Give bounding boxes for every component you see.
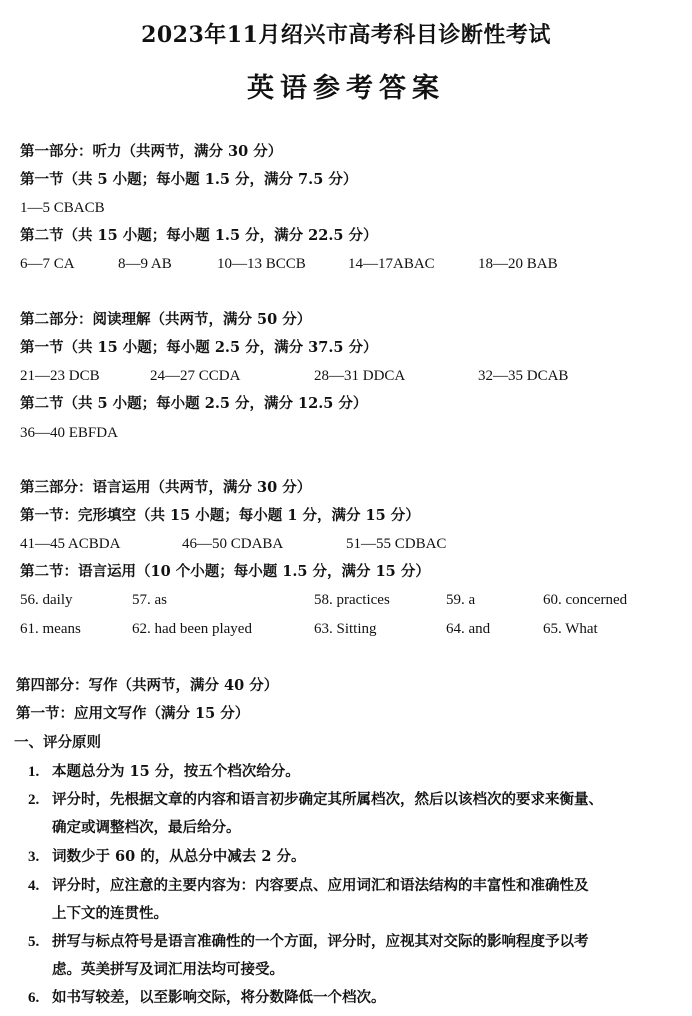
rule-text: 词数少于 60 的，从总分中减去 2 分。 bbox=[52, 848, 306, 865]
part1-sec1-heading: 第一节（共 5 小题；每小题 1.5 分，满分 7.5 分） bbox=[20, 171, 358, 188]
blank-answer: 58. practices bbox=[314, 592, 390, 608]
rule-number: 6. bbox=[28, 990, 40, 1006]
rule-number: 3. bbox=[28, 849, 40, 865]
part4-sec1-heading: 第一节：应用文写作（满分 15 分） bbox=[16, 705, 250, 722]
rule-text: 本题总分为 15 分，按五个档次给分。 bbox=[52, 763, 300, 780]
blank-answer: 59. a bbox=[446, 592, 476, 608]
part2-sec1-heading: 第一节（共 15 小题；每小题 2.5 分，满分 37.5 分） bbox=[20, 339, 378, 356]
rule-text-continued: 确定或调整档次，最后给分。 bbox=[52, 819, 241, 836]
blank-answer: 62. had been played bbox=[132, 621, 252, 637]
answer-group: 8—9 AB bbox=[118, 256, 172, 272]
answer-group: 41—45 ACBDA bbox=[20, 536, 121, 552]
rule-text-continued: 上下文的连贯性。 bbox=[52, 905, 168, 922]
rule-number: 1. bbox=[28, 764, 40, 780]
blank-answer: 57. as bbox=[132, 592, 167, 608]
answer-group: 24—27 CCDA bbox=[150, 368, 241, 384]
answer-group: 36—40 EBFDA bbox=[20, 425, 118, 441]
answer-group: 14—17ABAC bbox=[348, 256, 435, 272]
blank-answer: 63. Sitting bbox=[314, 621, 377, 637]
rule-text: 如书写较差，以至影响交际，将分数降低一个档次。 bbox=[52, 989, 386, 1006]
answer-group: 1—5 CBACB bbox=[20, 200, 105, 216]
blank-answer: 65. What bbox=[543, 621, 598, 637]
rule-text-continued: 虑。英美拼写及词汇用法均可接受。 bbox=[52, 961, 284, 978]
rule-text: 拼写与标点符号是语言准确性的一个方面，评分时，应视其对交际的影响程度予以考 bbox=[52, 933, 589, 950]
rule-text: 评分时，应注意的主要内容为：内容要点、应用词汇和语法结构的丰富性和准确性及 bbox=[52, 877, 589, 894]
rule-text: 评分时，先根据文章的内容和语言初步确定其所属档次，然后以该档次的要求来衡量、 bbox=[52, 791, 603, 808]
part3-sec1-heading: 第一节：完形填空（共 15 小题；每小题 1 分，满分 15 分） bbox=[20, 507, 420, 524]
part1-sec2-heading: 第二节（共 15 小题；每小题 1.5 分，满分 22.5 分） bbox=[20, 227, 378, 244]
part4-heading: 第四部分：写作（共两节，满分 40 分） bbox=[16, 677, 279, 694]
answer-group: 46—50 CDABA bbox=[182, 536, 284, 552]
answer-group: 6—7 CA bbox=[20, 256, 75, 272]
answer-group: 21—23 DCB bbox=[20, 368, 100, 384]
answer-group: 32—35 DCAB bbox=[478, 368, 569, 384]
blank-answer: 61. means bbox=[20, 621, 81, 637]
blank-answer: 64. and bbox=[446, 621, 491, 637]
rule-number: 4. bbox=[28, 878, 40, 894]
exam-title: 2023年11月绍兴市高考科目诊断性考试 bbox=[141, 22, 551, 48]
answer-key-title: 英语参考答案 bbox=[247, 73, 445, 104]
answer-group: 51—55 CDBAC bbox=[346, 536, 447, 552]
part3-sec2-heading: 第二节：语言运用（10 个小题；每小题 1.5 分，满分 15 分） bbox=[20, 563, 430, 580]
blank-answer: 60. concerned bbox=[543, 592, 628, 608]
rules-heading: 一、评分原则 bbox=[14, 734, 101, 751]
answer-group: 28—31 DDCA bbox=[314, 368, 406, 384]
answer-group: 10—13 BCCB bbox=[217, 256, 306, 272]
part1-heading: 第一部分：听力（共两节，满分 30 分） bbox=[20, 143, 283, 160]
blank-answer: 56. daily bbox=[20, 592, 73, 608]
rule-number: 5. bbox=[28, 934, 40, 950]
rule-number: 2. bbox=[28, 792, 40, 808]
part2-sec2-heading: 第二节（共 5 小题；每小题 2.5 分，满分 12.5 分） bbox=[20, 395, 368, 412]
part2-heading: 第二部分：阅读理解（共两节，满分 50 分） bbox=[20, 311, 312, 328]
answer-group: 18—20 BAB bbox=[478, 256, 558, 272]
part3-heading: 第三部分：语言运用（共两节，满分 30 分） bbox=[20, 479, 312, 496]
